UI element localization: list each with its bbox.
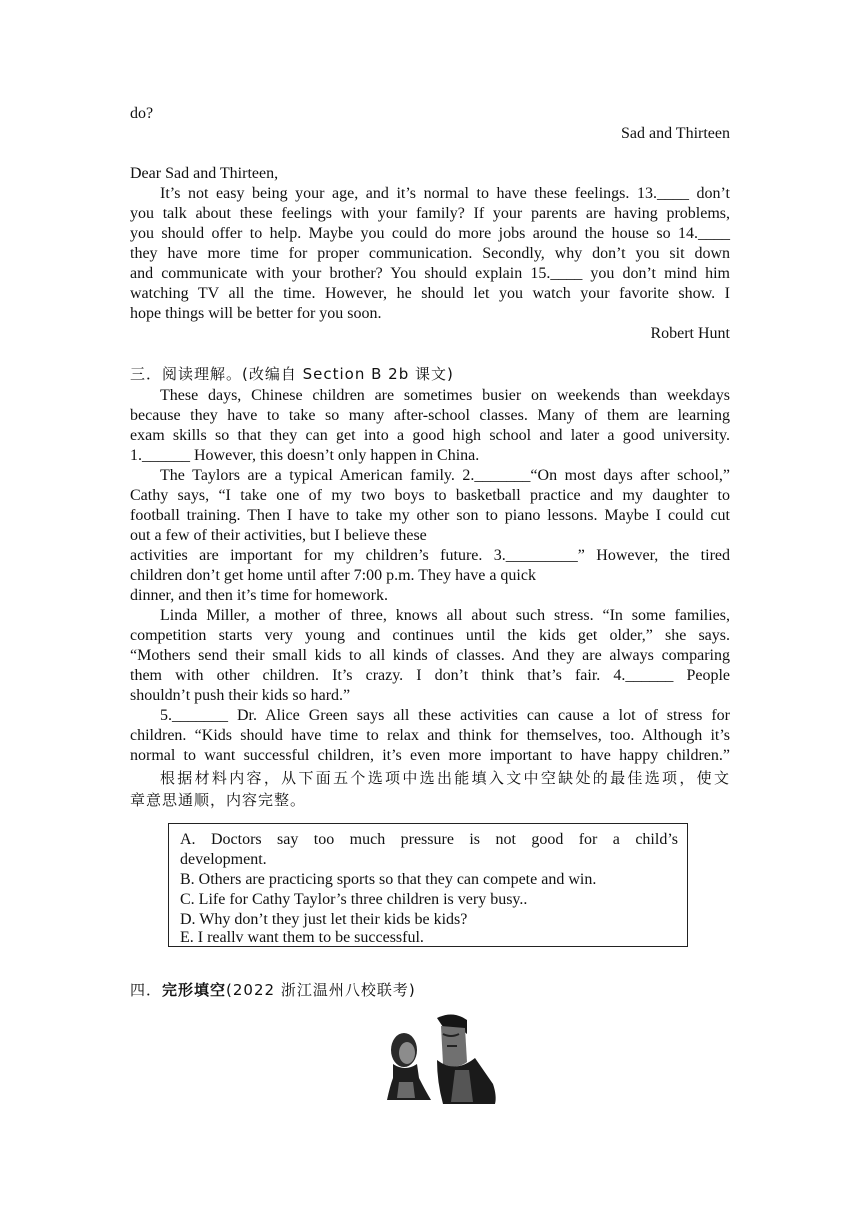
child-figure — [387, 1033, 431, 1100]
option-a: A. Doctors say too much pressure is not good for a child’s — [180, 831, 678, 848]
passage-line: The Taylors are a typical American family. 2._______“On most days after school,” — [160, 467, 730, 484]
section4-heading-suffix: (2022 浙江温州八校联考) — [226, 981, 416, 999]
passage-line: shouldn’t push their kids so hard.” — [130, 687, 351, 704]
passage-line: football training. Then I have to take my other son to piano lessons. Maybe I could cut — [130, 507, 730, 524]
reply-signature: Robert Hunt — [650, 325, 730, 342]
reply-line: and communicate with your brother? You should explain 15.____ you don’t mind him — [130, 265, 730, 282]
option-c: C. Life for Cathy Taylor’s three children is very busy.. — [180, 891, 528, 908]
passage-line: exam skills so that they can get into a good high school and later a good university. — [130, 427, 730, 444]
passage-line: competition starts very young and continues until the kids get older,” she says. — [130, 627, 730, 644]
passage-line: dinner, and then it’s time for homework. — [130, 587, 388, 604]
passage-line: normal to want successful children, it’s even more important to have happy children.” — [130, 747, 730, 764]
reply-greeting: Dear Sad and Thirteen, — [130, 165, 279, 182]
passage-line: children don’t get home until after 7:00 p.m. They have a quick — [130, 567, 536, 584]
passage-line: Cathy says, “I take one of my two boys to basketball practice and my daughter to — [130, 487, 730, 504]
reply-line: watching TV all the time. However, he should let you watch your favorite show. I — [130, 285, 730, 302]
passage-line: children. “Kids should have time to relax and think for themselves, too. Although it’s — [130, 727, 730, 744]
instruction-line: 根据材料内容，从下面五个选项中选出能填入文中空缺处的最佳选项，使文 — [160, 769, 730, 787]
passage-line: “Mothers send their small kids to all kinds of classes. And they are always comparing — [130, 647, 730, 664]
reply-line: you talk about these feelings with your family? If your parents are having problems, — [130, 205, 730, 222]
letter-carryover: do? — [130, 105, 154, 122]
parent-child-illustration — [385, 1012, 500, 1104]
reply-line: hope things will be better for you soon. — [130, 305, 382, 322]
passage-line: out a few of their activities, but I believe these — [130, 527, 427, 544]
section3-heading: 三．阅读理解。(改编自 Section B 2b 课文) — [130, 365, 454, 383]
reply-line: they have more time for proper communication. Secondly, why don’t you sit down — [130, 245, 730, 262]
passage-line: activities are important for my children’s future. 3._________” However, the tired — [130, 547, 730, 564]
passage-line: These days, Chinese children are sometimes busier on weekends than weekdays — [160, 387, 730, 404]
section4-heading-bold: 完形填空 — [162, 981, 227, 999]
passage-line: 1.______ However, this doesn’t only happen in China. — [130, 447, 480, 464]
section4-heading — [130, 980, 730, 1000]
passage-line: them with other children. It’s crazy. I don’t think that’s fair. 4.______ People — [130, 667, 730, 684]
letter-signature-from: Sad and Thirteen — [620, 125, 730, 142]
reply-line: you should offer to help. Maybe you could do more jobs around the house so 14.____ — [130, 225, 730, 242]
option-b: B. Others are practicing sports so that they can compete and win. — [180, 871, 597, 888]
option-a-continued: development. — [180, 851, 267, 868]
passage-line: Linda Miller, a mother of three, knows all about such stress. “In some families, — [160, 607, 730, 624]
reply-line: It’s not easy being your age, and it’s normal to have these feelings. 13.____ don’t — [160, 185, 730, 202]
instruction-line: 章意思通顺，内容完整。 — [130, 791, 307, 809]
option-d: D. Why don’t they just let their kids be kids? — [180, 911, 468, 928]
passage-line: 5._______ Dr. Alice Green says all these activities can cause a lot of stress for — [160, 707, 730, 724]
options-box — [168, 823, 688, 947]
adult-figure — [437, 1014, 496, 1104]
section4-heading-prefix: 四． — [130, 981, 163, 999]
option-e: E. I reallv want them to be successful. — [180, 929, 424, 946]
passage-line: because they have to take so many after-school classes. Many of them are learning — [130, 407, 730, 424]
